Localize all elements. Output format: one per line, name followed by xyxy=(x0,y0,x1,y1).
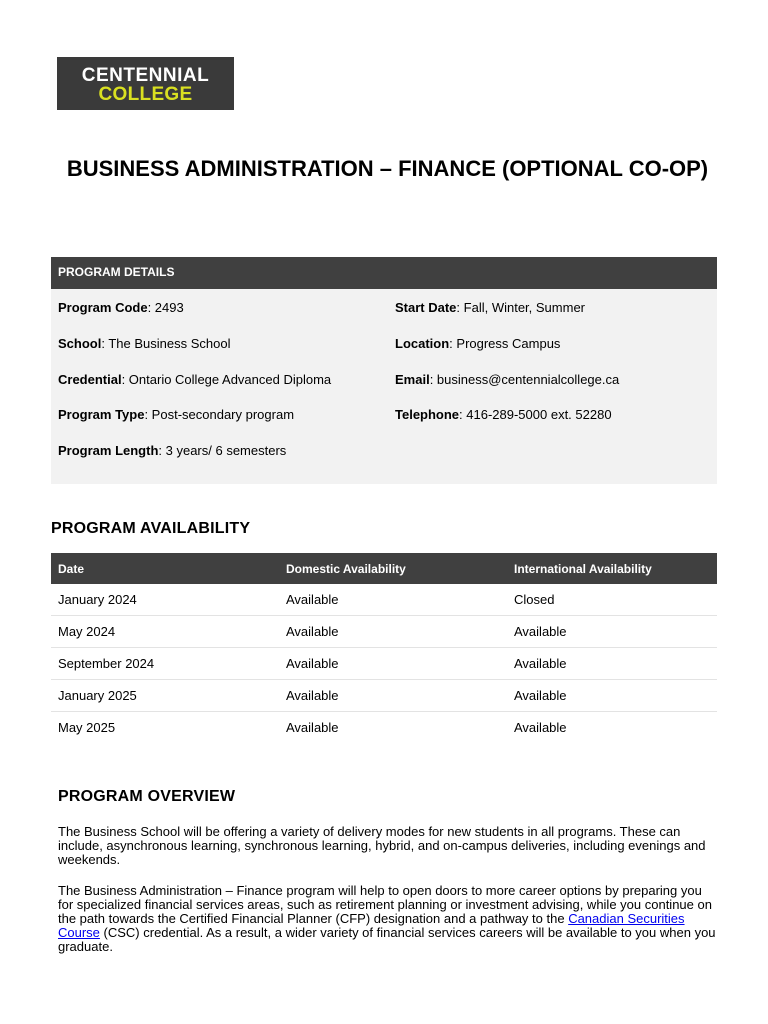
overview-paragraph-2 xyxy=(58,884,718,954)
detail-location xyxy=(395,336,560,352)
detail-school xyxy=(58,336,230,352)
detail-label: Telephone xyxy=(395,407,460,422)
detail-value: : 416-289-5000 ext. 52280 xyxy=(459,407,612,422)
overview-paragraph-1: The Business School will be offering a variety of delivery modes for new students in all programs. These can include, asynchronous learning, synchronous learning, hybrid, and on-campus deliveries, including evenings and weekends. xyxy=(58,824,706,867)
program-availability-table xyxy=(51,553,717,743)
cell-domestic: Available xyxy=(286,720,339,735)
cell-date: May 2025 xyxy=(58,720,116,735)
detail-label: Program Length xyxy=(58,443,159,458)
detail-credential xyxy=(58,372,331,388)
detail-label: School xyxy=(58,336,102,351)
table-row xyxy=(51,712,717,744)
cell-international: Closed xyxy=(507,584,717,616)
cell-international: Available xyxy=(507,648,717,680)
cell-date: January 2025 xyxy=(51,680,279,712)
detail-telephone xyxy=(395,407,612,423)
cell-domestic: Available xyxy=(279,680,507,712)
centennial-college-logo xyxy=(57,57,234,110)
column-header-date: Date xyxy=(51,553,279,584)
program-details-header: PROGRAM DETAILS xyxy=(51,257,717,289)
cell-domestic: Available xyxy=(279,584,507,616)
table-row xyxy=(51,680,717,712)
detail-label: Program Code xyxy=(58,300,148,315)
cell-international: Available xyxy=(507,616,717,648)
detail-value: : Ontario College Advanced Diploma xyxy=(121,372,332,387)
table-header-row xyxy=(51,553,717,584)
program-overview-title: PROGRAM OVERVIEW xyxy=(58,788,236,805)
cell-date: May 2024 xyxy=(51,616,279,648)
table-row xyxy=(51,648,717,680)
logo-line-2: COLLEGE xyxy=(98,84,193,105)
program-details-panel xyxy=(51,257,717,484)
detail-value: : 2493 xyxy=(147,300,184,315)
cell-domestic: Available xyxy=(279,648,507,680)
program-availability-title: PROGRAM AVAILABILITY xyxy=(51,520,251,537)
table-row xyxy=(51,616,717,648)
detail-value: : The Business School xyxy=(101,336,231,351)
detail-label: Email xyxy=(395,372,430,387)
detail-program-type xyxy=(58,407,294,423)
detail-value: : 3 years/ 6 semesters xyxy=(158,443,287,458)
cell-international: Available xyxy=(514,720,567,735)
canadian-securities-course-link[interactable]: Canadian Securities Course xyxy=(58,911,685,940)
detail-value: : Progress Campus xyxy=(449,336,561,351)
detail-value: : Fall, Winter, Summer xyxy=(456,300,585,315)
detail-label: Location xyxy=(395,336,450,351)
column-header-international: International Availability xyxy=(507,553,717,584)
column-header-domestic: Domestic Availability xyxy=(279,553,507,584)
detail-label: Start Date xyxy=(395,300,457,315)
logo-line-1: CENTENNIAL xyxy=(81,65,210,86)
detail-label: Credential xyxy=(58,372,122,387)
cell-international: Available xyxy=(507,680,717,712)
cell-date: September 2024 xyxy=(51,648,279,680)
detail-value: : Post-secondary program xyxy=(144,407,295,422)
paragraph-text: (CSC) credential. As a result, a wider variety of financial services careers will be available to you when you graduate. xyxy=(58,925,716,954)
detail-email xyxy=(395,372,619,388)
table-row xyxy=(51,584,717,616)
cell-domestic: Available xyxy=(279,616,507,648)
detail-label: Program Type xyxy=(58,407,145,422)
detail-program-code xyxy=(58,300,184,316)
detail-program-length xyxy=(58,443,286,459)
detail-start-date xyxy=(395,300,585,316)
detail-value[interactable]: : business@centennialcollege.ca xyxy=(429,372,620,387)
paragraph-text: The Business Administration – Finance program will help to open doors to more career options by preparing you for specialized financial services areas, such as retirement planning or investment advising, while you continue on the path towards the Certified Financial Planner (CFP) designation and a pathway to the xyxy=(58,883,712,926)
cell-date: January 2024 xyxy=(51,584,279,616)
page-title: BUSINESS ADMINISTRATION – FINANCE (OPTIONAL CO-OP) xyxy=(66,156,709,181)
